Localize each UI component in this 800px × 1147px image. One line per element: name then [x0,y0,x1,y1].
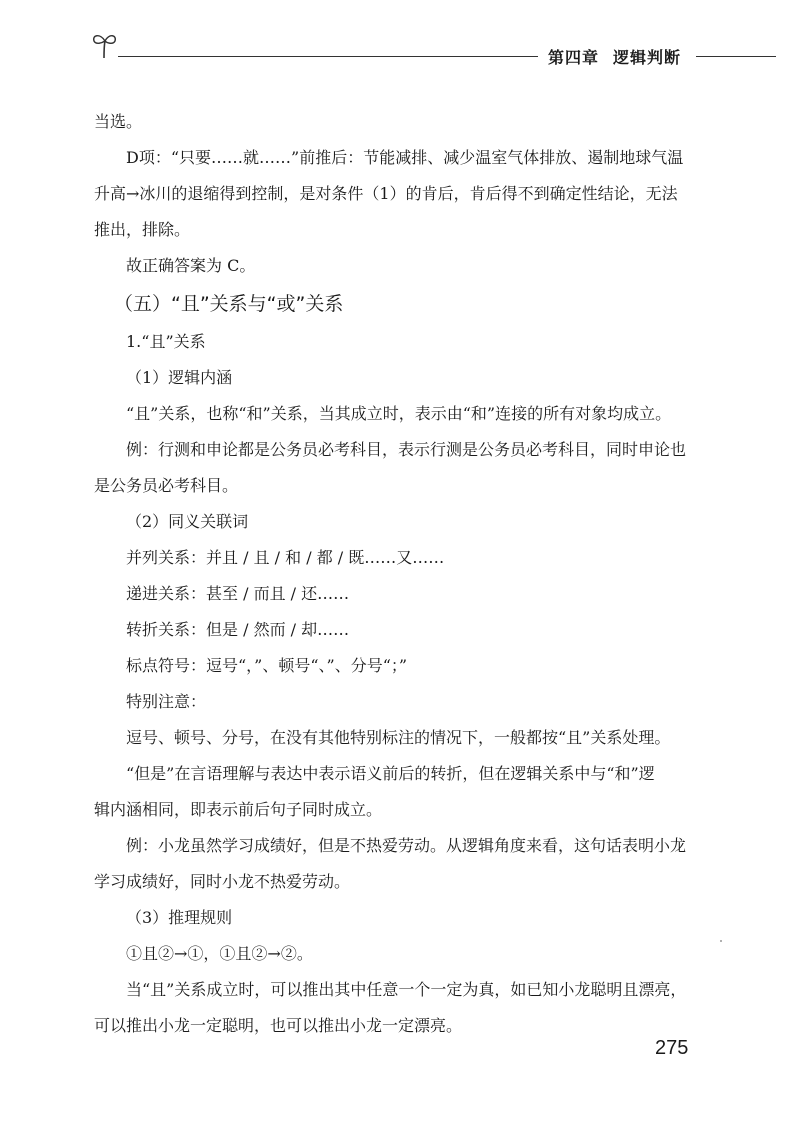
chapter-heading [548,45,681,68]
text-line: 故正确答案为 C。 [126,256,256,275]
text-line: 例：小龙虽然学习成绩好，但是不热爱劳动。从逻辑角度来看，这句话表明小龙 [126,836,687,855]
text-line: 升高→冰川的退缩得到控制，是对条件（1）的肯后，肯后得不到确定性结论，无法 [94,184,678,203]
margin-speck [720,940,722,942]
subsection-heading: （2）同义关联词 [126,512,249,531]
subsection-heading: （1）逻辑内涵 [126,368,233,387]
text-line: 当“且”关系成立时，可以推出其中任意一个一定为真，如已知小龙聪明且漂亮， [126,980,687,999]
text-line: 学习成绩好，同时小龙不热爱劳动。 [94,872,351,891]
chapter-number: 第四章 [548,48,600,67]
text-line: 可以推出小龙一定聪明，也可以推出小龙一定漂亮。 [94,1016,463,1035]
text-line: D项：“只要……就……”前推后：节能减排、减少温室气体排放、遏制地球气温 [126,148,684,167]
text-line: 辑内涵相同，即表示前后句子同时成立。 [94,800,383,819]
text-line: 例：行测和申论都是公务员必考科目，表示行测是公务员必考科目，同时申论也 [126,440,687,459]
subsection-heading: （3）推理规则 [126,908,233,927]
text-line: 逗号、顿号、分号，在没有其他特别标注的情况下，一般都按“且”关系处理。 [126,728,671,747]
text-line: 标点符号：逗号“，”、顿号“、”、分号“；” [126,656,408,675]
text-line: “且”关系，也称“和”关系，当其成立时，表示由“和”连接的所有对象均成立。 [126,404,672,423]
section-heading: （五）“且”关系与“或”关系 [114,293,344,315]
text-line: 是公务员必考科目。 [94,476,239,495]
text-line: “但是”在言语理解与表达中表示语义前后的转折，但在逻辑关系中与“和”逻 [126,764,655,783]
text-line: 推出，排除。 [94,220,191,239]
text-line: 递进关系：甚至 / 而且 / 还…… [126,584,350,603]
page-header [0,0,800,70]
text-line: 转折关系：但是 / 然而 / 却…… [126,620,350,639]
header-rule-left [118,56,538,57]
text-line: ①且②→①，①且②→②。 [126,944,313,963]
page-number: 275 [655,1037,689,1059]
text-line: 当选。 [94,112,143,131]
chapter-title: 逻辑判断 [613,48,682,67]
text-line: 并列关系：并且 / 且 / 和 / 都 / 既……又…… [126,548,445,567]
header-rule-right [696,56,776,57]
text-line: 特别注意： [126,692,207,711]
page-body [94,104,694,1044]
sprout-icon [90,30,120,60]
subsection-heading: 1.“且”关系 [126,332,206,351]
